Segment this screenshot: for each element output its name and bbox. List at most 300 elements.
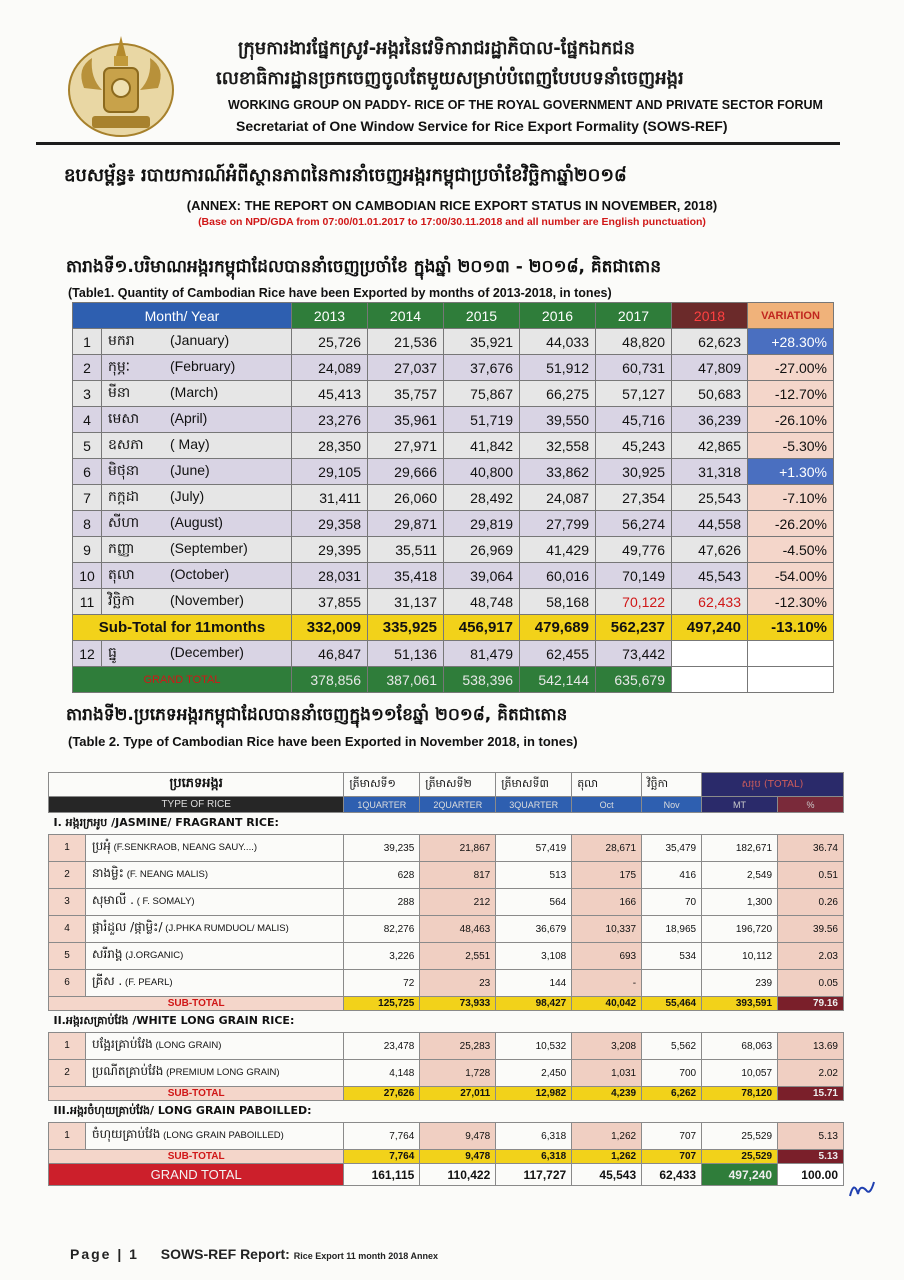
- table2-section-title-row: [49, 813, 844, 835]
- table2-head-en-q2: 2QUARTER: [420, 797, 496, 813]
- table2-section-title: III.អង្ករចំហុយគ្រាប់វែង/ LONG GRAIN PABOILLED:: [53, 1103, 312, 1117]
- table2-row-type: [49, 835, 344, 862]
- table1-row-month: [102, 355, 292, 381]
- table2-subtotal-cell: 12,982: [496, 1087, 572, 1101]
- table1-grand-total-cell: 387,061: [368, 667, 444, 693]
- table1-header-2018: 2018: [672, 303, 748, 329]
- table2-head-kh-q1: ត្រីមាសទី១: [344, 773, 420, 797]
- table2-row-kh: សរីរាង្គ: [92, 947, 123, 961]
- table2-head-en-type: TYPE OF RICE: [49, 797, 344, 813]
- header-en-line1: WORKING GROUP ON PADDY- RICE OF THE ROYAL GOVERNMENT AND PRIVATE SECTOR FORUM: [228, 98, 823, 112]
- table1-row-no: 7: [73, 485, 102, 511]
- table2-subtotal-cell: 1,262: [572, 1150, 642, 1164]
- table1-cell: 75,867: [444, 381, 520, 407]
- table1-december-row: [73, 641, 834, 667]
- table1-row-month: [102, 641, 292, 667]
- table2-cell: 175: [572, 862, 642, 889]
- table2-row-kh: សុមាលី .: [92, 893, 134, 907]
- table1-cell: 28,492: [444, 485, 520, 511]
- table2-subtotal-cell: 393,591: [702, 997, 778, 1011]
- table2-cell: 2,551: [420, 943, 496, 970]
- table1-row-month: [102, 459, 292, 485]
- table1-header-2014: 2014: [368, 303, 444, 329]
- table1-row-no: 10: [73, 563, 102, 589]
- table1-row-no: 3: [73, 381, 102, 407]
- table2-row-en: (PREMIUM LONG GRAIN): [166, 1067, 280, 1078]
- table2-head-kh-nov: វិច្ឆិកា: [642, 773, 702, 797]
- table1-row-month-en: ( May): [170, 436, 210, 452]
- table2-cell: 18,965: [642, 916, 702, 943]
- table2-cell: 82,276: [344, 916, 420, 943]
- table1-cell: 58,168: [520, 589, 596, 615]
- table2-cell: 23: [420, 970, 496, 997]
- table1-cell: 23,276: [292, 407, 368, 433]
- table1-cell: 47,626: [672, 537, 748, 563]
- table1-cell-variation: -54.00%: [748, 563, 834, 589]
- table1-row: [73, 563, 834, 589]
- table2-subtotal-cell: 78,120: [702, 1087, 778, 1101]
- table2-row: [49, 943, 844, 970]
- table1-row-month-kh: មិថុនា: [108, 463, 140, 479]
- table2-cell: 166: [572, 889, 642, 916]
- table2-row-no: 2: [49, 862, 86, 888]
- table1-cell: 35,757: [368, 381, 444, 407]
- table1-subtotal-cell: 332,009: [292, 615, 368, 641]
- table2-row: [49, 889, 844, 916]
- table1-cell: 27,037: [368, 355, 444, 381]
- table1-cell-variation: -12.70%: [748, 381, 834, 407]
- table2-subtotal-row: [49, 1087, 844, 1101]
- table2-row-en: (LONG GRAIN PABOILLED): [163, 1130, 284, 1141]
- footer: [70, 1246, 438, 1262]
- table2-row-en: (F. NEANG MALIS): [126, 869, 209, 880]
- table2-title-en: (Table 2. Type of Cambodian Rice have been Exported in November 2018, in tones): [68, 734, 578, 749]
- table2-cell: 196,720: [702, 916, 778, 943]
- table2-cell: 707: [642, 1123, 702, 1150]
- table1-grand-total-cell: 378,856: [292, 667, 368, 693]
- table1-row-month-kh: កក្កដា: [108, 489, 140, 505]
- table1-row-no: 6: [73, 459, 102, 485]
- table1-subtotal-cell: 497,240: [672, 615, 748, 641]
- table1-cell: 35,961: [368, 407, 444, 433]
- table1-title-en: (Table1. Quantity of Cambodian Rice have been Exported by months of 2013-2018, in tones): [68, 286, 612, 300]
- table1-row-no: 9: [73, 537, 102, 563]
- royal-emblem-logo: [62, 28, 180, 144]
- table1-cell: 81,479: [444, 641, 520, 667]
- table2-row-kh: ផ្ការំដួល /ផ្កាម្លិះ/: [92, 920, 163, 934]
- table2-cell: 4,148: [344, 1060, 420, 1087]
- table1-row-month: [102, 329, 292, 355]
- table1-row: [73, 511, 834, 537]
- table2-cell: 25,283: [420, 1033, 496, 1060]
- table1-row-month: [102, 563, 292, 589]
- table1-cell: 26,060: [368, 485, 444, 511]
- table1-row: [73, 407, 834, 433]
- table2-subtotal-label: SUB-TOTAL: [49, 997, 344, 1011]
- annex-kh-title: ឧបសម្ព័ន្ធ៖ របាយការណ៍អំពីស្ថានភាពនៃការនាំចេញអង្ករកម្ពុជាប្រចាំខែវិច្ឆិកាឆ្នាំ២០១៨: [64, 165, 627, 186]
- table1-cell: 39,064: [444, 563, 520, 589]
- table1-cell: 51,912: [520, 355, 596, 381]
- table1-cell: 60,731: [596, 355, 672, 381]
- table2-subtotal-cell: 27,011: [420, 1087, 496, 1101]
- table1-row: [73, 459, 834, 485]
- table1-row-no: 5: [73, 433, 102, 459]
- table2-cell: 36.74: [778, 835, 844, 862]
- table2-row-kh: ប្រអុំ: [92, 839, 111, 853]
- table1-cell: 35,418: [368, 563, 444, 589]
- table1-cell: 46,847: [292, 641, 368, 667]
- table1-row-month-kh: មីនា: [108, 385, 131, 401]
- table2-subtotal-row: [49, 1150, 844, 1164]
- table1-subtotal-cell: 456,917: [444, 615, 520, 641]
- table1-cell-variation: -27.00%: [748, 355, 834, 381]
- table2-subtotal-cell: 7,764: [344, 1150, 420, 1164]
- table1-row-month-en: (July): [170, 488, 205, 504]
- table2-row-kh: គ្រីស .: [92, 974, 123, 988]
- table1-grand-total-cell: 635,679: [596, 667, 672, 693]
- table2-head-kh-q2: ត្រីមាសទី២: [420, 773, 496, 797]
- table2-cell: [642, 970, 702, 997]
- table1-row: [73, 381, 834, 407]
- table2-row-en: (LONG GRAIN): [155, 1040, 222, 1051]
- table1-row-month: [102, 537, 292, 563]
- table2-row-kh: ចំហុយគ្រាប់វែង: [92, 1127, 161, 1141]
- table2-subtotal-cell: 73,933: [420, 997, 496, 1011]
- table1-cell: 29,358: [292, 511, 368, 537]
- table1-cell: 62,455: [520, 641, 596, 667]
- table2-subtotal-label: SUB-TOTAL: [49, 1087, 344, 1101]
- table1-grand-total-cell: 542,144: [520, 667, 596, 693]
- table1-cell: 37,676: [444, 355, 520, 381]
- table2-grand-total-row: [49, 1164, 844, 1186]
- table1-row: [73, 433, 834, 459]
- table1-row-month-kh: វិច្ឆិកា: [108, 593, 135, 609]
- table1-row-month: [102, 589, 292, 615]
- table2-subtotal-cell: 40,042: [572, 997, 642, 1011]
- table2-subtotal-cell: 79.16: [778, 997, 844, 1011]
- table2-row-no: 1: [49, 835, 86, 861]
- table1-cell: 73,442: [596, 641, 672, 667]
- table1-cell: 47,809: [672, 355, 748, 381]
- table2-cell: 3,226: [344, 943, 420, 970]
- table2-row-type: [49, 1033, 344, 1060]
- table2-subtotal-cell: 15.71: [778, 1087, 844, 1101]
- table1-grand-total-label: GRAND TOTAL: [73, 667, 292, 693]
- table2-cell: 21,867: [420, 835, 496, 862]
- table2-cell: 10,112: [702, 943, 778, 970]
- table1-cell: 45,243: [596, 433, 672, 459]
- table1-row: [73, 537, 834, 563]
- table1-cell-variation: -12.30%: [748, 589, 834, 615]
- table2-cell: 182,671: [702, 835, 778, 862]
- table1-row-month-kh: ឧសភា: [108, 437, 144, 453]
- table1-row-month-kh: សីហា: [108, 515, 140, 531]
- table1-cell: 57,127: [596, 381, 672, 407]
- table1-cell: 41,429: [520, 537, 596, 563]
- table1-cell: 62,433: [672, 589, 748, 615]
- table2-cell: 144: [496, 970, 572, 997]
- table1-cell: 51,136: [368, 641, 444, 667]
- table2-row: [49, 970, 844, 997]
- table2-row-kh: ប្រណីតគ្រាប់វែង: [92, 1064, 164, 1078]
- table1-subtotal-cell: 562,237: [596, 615, 672, 641]
- table1-row-no: 8: [73, 511, 102, 537]
- table1-row-month: [102, 433, 292, 459]
- table1-row: [73, 355, 834, 381]
- table1-row-month: [102, 485, 292, 511]
- table2-cell: 48,463: [420, 916, 496, 943]
- table2-cell: 416: [642, 862, 702, 889]
- table2-cell: 513: [496, 862, 572, 889]
- table2-cell: 2,549: [702, 862, 778, 889]
- table2-cell: 6,318: [496, 1123, 572, 1150]
- table2-cell: 28,671: [572, 835, 642, 862]
- table1-cell: 28,031: [292, 563, 368, 589]
- table2-head-en-q1: 1QUARTER: [344, 797, 420, 813]
- header-divider: [36, 142, 840, 145]
- table1-grand-total-row: [73, 667, 834, 693]
- table2-row-type: [49, 862, 344, 889]
- table1-cell-variation: -4.50%: [748, 537, 834, 563]
- table1-cell: 27,971: [368, 433, 444, 459]
- table1-cell: 37,855: [292, 589, 368, 615]
- table2-row: [49, 835, 844, 862]
- table2-row: [49, 1060, 844, 1087]
- table1-row-month-kh: មករា: [108, 333, 135, 349]
- table2-row: [49, 1033, 844, 1060]
- table1-header-2016: 2016: [520, 303, 596, 329]
- table1-row-month-en: (February): [170, 358, 236, 374]
- table2-cell: 23,478: [344, 1033, 420, 1060]
- table2-cell: 1,262: [572, 1123, 642, 1150]
- table2-row-en: (J.ORGANIC): [125, 950, 184, 961]
- table2-head-kh-total: សរុប (TOTAL): [702, 773, 844, 797]
- table2: [48, 772, 844, 1186]
- table2-grand-total-cell: 117,727: [496, 1164, 572, 1186]
- table1-cell: 25,543: [672, 485, 748, 511]
- table1-body: [73, 329, 834, 693]
- table1-grand-total-cell: 538,396: [444, 667, 520, 693]
- table1-cell: 45,716: [596, 407, 672, 433]
- footer-report: SOWS-REF Report:: [160, 1246, 290, 1262]
- table1-cell: 44,033: [520, 329, 596, 355]
- table2-row-type: [49, 889, 344, 916]
- table1-subtotal-variation: -13.10%: [748, 615, 834, 641]
- table1-cell-variation: +1.30%: [748, 459, 834, 485]
- table2-head-kh-oct: តុលា: [572, 773, 642, 797]
- table1-subtotal-label: Sub-Total for 11months: [73, 615, 292, 641]
- table2-subtotal-cell: 9,478: [420, 1150, 496, 1164]
- table2-cell: 1,300: [702, 889, 778, 916]
- table2-subtotal-row: [49, 997, 844, 1011]
- table1-cell: 32,558: [520, 433, 596, 459]
- table1-cell: 21,536: [368, 329, 444, 355]
- table2-cell: 68,063: [702, 1033, 778, 1060]
- table2-cell: 5.13: [778, 1123, 844, 1150]
- table1-cell: 56,274: [596, 511, 672, 537]
- table1-row-month-en: (March): [170, 384, 219, 400]
- table2-row-kh: នាងម្លិះ: [92, 866, 124, 880]
- table2-cell: 0.26: [778, 889, 844, 916]
- table1-cell: 39,550: [520, 407, 596, 433]
- table2-row-type: [49, 916, 344, 943]
- table2-subtotal-cell: 125,725: [344, 997, 420, 1011]
- table2-subtotal-cell: 6,262: [642, 1087, 702, 1101]
- table2-cell: 288: [344, 889, 420, 916]
- table1: [72, 302, 834, 693]
- table2-row-no: 4: [49, 916, 86, 942]
- table2-subtotal-cell: 5.13: [778, 1150, 844, 1164]
- table1-cell: 49,776: [596, 537, 672, 563]
- table2-row-en: (J.PHKA RUMDUOL/ MALIS): [165, 923, 289, 934]
- table2-row-no: 6: [49, 970, 86, 996]
- table2-cell: 35,479: [642, 835, 702, 862]
- table1-cell: 31,137: [368, 589, 444, 615]
- annex-subtitle: (Base on NPD/GDA from 07:00/01.01.2017 to 17:00/30.11.2018 and all number are English punctuation): [198, 216, 706, 228]
- table2-body: [49, 813, 844, 1186]
- footer-page: Page | 1: [70, 1246, 139, 1262]
- table1-row: [73, 329, 834, 355]
- table1-row-month-en: (November): [170, 592, 244, 608]
- table2-row-no: 3: [49, 889, 86, 915]
- table1-cell: 28,350: [292, 433, 368, 459]
- table2-cell: 2.02: [778, 1060, 844, 1087]
- table2-grand-total-cell: 62,433: [642, 1164, 702, 1186]
- table2-row-en: (F. PEARL): [125, 977, 173, 988]
- table1-cell: 48,748: [444, 589, 520, 615]
- table2-row-en: (F.SENKRAOB, NEANG SAUY....): [113, 842, 258, 853]
- table1-cell-variation: -5.30%: [748, 433, 834, 459]
- table1-row-month: [102, 407, 292, 433]
- table1-cell: 60,016: [520, 563, 596, 589]
- table2-subtotal-cell: 707: [642, 1150, 702, 1164]
- table1-cell: [672, 641, 748, 667]
- table2-row-type: [49, 1060, 344, 1087]
- table2-subtotal-cell: 27,626: [344, 1087, 420, 1101]
- table1-cell-variation: +28.30%: [748, 329, 834, 355]
- table2-cell: 39,235: [344, 835, 420, 862]
- table1-cell: [748, 641, 834, 667]
- table2-head-en-q3: 3QUARTER: [496, 797, 572, 813]
- table2-cell: 3,108: [496, 943, 572, 970]
- table1-cell: 44,558: [672, 511, 748, 537]
- table2-section-title: I. អង្ករក្រអូប /JASMINE/ FRAGRANT RICE:: [53, 815, 279, 829]
- table1-cell: 24,087: [520, 485, 596, 511]
- table2-head-kh-q3: ត្រីមាសទី៣: [496, 773, 572, 797]
- table2-cell: 5,562: [642, 1033, 702, 1060]
- table1-cell: 29,105: [292, 459, 368, 485]
- table1-cell: 66,275: [520, 381, 596, 407]
- table1-row-month: [102, 511, 292, 537]
- table2-row-no: 5: [49, 943, 86, 969]
- table2-row: [49, 1123, 844, 1150]
- table1-cell: 31,411: [292, 485, 368, 511]
- table2-section-title: II.អង្ករសគ្រាប់វែង /WHITE LONG GRAIN RICE:: [53, 1013, 295, 1027]
- table2-cell: 13.69: [778, 1033, 844, 1060]
- table1-cell: 62,623: [672, 329, 748, 355]
- table2-subtotal-cell: 55,464: [642, 997, 702, 1011]
- table1-cell: 25,726: [292, 329, 368, 355]
- table2-cell: 1,031: [572, 1060, 642, 1087]
- table1-cell: 33,862: [520, 459, 596, 485]
- table2-cell: 36,679: [496, 916, 572, 943]
- table2-cell: 2.03: [778, 943, 844, 970]
- annex-title: (ANNEX: THE REPORT ON CAMBODIAN RICE EXPORT STATUS IN NOVEMBER, 2018): [186, 198, 718, 213]
- table1-header-2015: 2015: [444, 303, 520, 329]
- table2-cell: 39.56: [778, 916, 844, 943]
- table2-row-en: ( F. SOMALY): [136, 896, 195, 907]
- table2-cell: 1,728: [420, 1060, 496, 1087]
- table2-cell: 57,419: [496, 835, 572, 862]
- table2-cell: 10,532: [496, 1033, 572, 1060]
- table1-cell: 27,799: [520, 511, 596, 537]
- table2-cell: 7,764: [344, 1123, 420, 1150]
- table2-head-en-pct: %: [778, 797, 844, 813]
- table2-grand-total-cell: 100.00: [778, 1164, 844, 1186]
- table2-row-kh: បង្អែរគ្រាប់វែង: [92, 1037, 153, 1051]
- table2-cell: -: [572, 970, 642, 997]
- table1-row-month-en: (January): [170, 332, 230, 348]
- header-kh-line1: ក្រុមការងារផ្នែកស្រូវ-អង្ករនៃវេទិការាជរដ្ឋាភិបាល-ផ្នែកឯកជន: [238, 38, 636, 59]
- table2-cell: 0.51: [778, 862, 844, 889]
- table2-cell: 700: [642, 1060, 702, 1087]
- table1-cell: 40,800: [444, 459, 520, 485]
- table2-row-no: 1: [49, 1123, 86, 1149]
- table2-section-title-row: [49, 1101, 844, 1123]
- table1-cell: 24,089: [292, 355, 368, 381]
- table1-cell: 30,925: [596, 459, 672, 485]
- table1-cell-variation: -26.20%: [748, 511, 834, 537]
- table1-cell-variation: -26.10%: [748, 407, 834, 433]
- table2-row-no: 2: [49, 1060, 86, 1086]
- table2-head-en-mt: MT: [702, 797, 778, 813]
- table1-cell-variation: -7.10%: [748, 485, 834, 511]
- table1-row-month-kh: តុលា: [108, 567, 135, 583]
- table2-cell: 10,337: [572, 916, 642, 943]
- table1-row-month: [102, 381, 292, 407]
- table1-row-month-en: (April): [170, 410, 208, 426]
- table2-row-type: [49, 970, 344, 997]
- table2-grand-total-cell: 110,422: [420, 1164, 496, 1186]
- table1-row-month-en: (June): [170, 462, 210, 478]
- header-en-line2: Secretariat of One Window Service for Rice Export Formality (SOWS-REF): [236, 118, 728, 134]
- table1-row-month-en: (December): [170, 644, 244, 660]
- table2-row: [49, 862, 844, 889]
- table2-cell: 25,529: [702, 1123, 778, 1150]
- table2-head-en-oct: Oct: [572, 797, 642, 813]
- table1-row: [73, 589, 834, 615]
- table1-cell: 50,683: [672, 381, 748, 407]
- table1-header-variation: VARIATION: [748, 303, 834, 329]
- table2-subtotal-cell: 6,318: [496, 1150, 572, 1164]
- table1-cell: 70,122: [596, 589, 672, 615]
- table2-title-kh: តារាងទី២.ប្រភេទអង្ករកម្ពុជាដែលបាននាំចេញក្នុង១១ខែឆ្នាំ ២០១៨, គិតជាតោន: [66, 705, 568, 725]
- table1-cell: 35,511: [368, 537, 444, 563]
- table1-cell: 35,921: [444, 329, 520, 355]
- table2-subtotal-label: SUB-TOTAL: [49, 1150, 344, 1164]
- table2-cell: 693: [572, 943, 642, 970]
- table2-cell: 239: [702, 970, 778, 997]
- table1-row-month-en: (October): [170, 566, 230, 582]
- table1-row-month-kh: កុម្ភៈ: [108, 359, 131, 375]
- table2-section-title-row: [49, 1011, 844, 1033]
- table1-cell: 51,719: [444, 407, 520, 433]
- table1-cell: 26,969: [444, 537, 520, 563]
- table2-head-en-nov: Nov: [642, 797, 702, 813]
- table1-cell: 42,865: [672, 433, 748, 459]
- table2-grand-total-cell: 161,115: [344, 1164, 420, 1186]
- table2-cell: 9,478: [420, 1123, 496, 1150]
